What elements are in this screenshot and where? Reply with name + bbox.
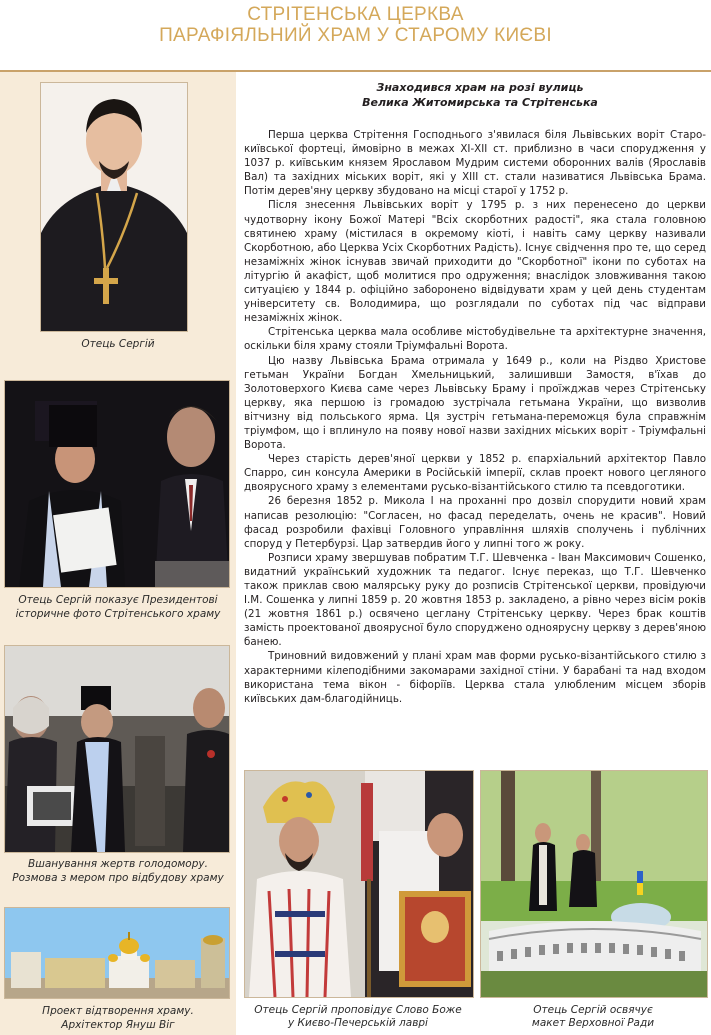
article-subtitle-line2: Велика Житомирська та Стрітенська bbox=[362, 96, 598, 109]
president-caption-line2: історичне фото Стрітенського храму bbox=[15, 608, 221, 620]
article-paragraph: Розписи храму звершував побратим Т.Г. Шевченка - Іван Максимович Сошенко, видатний український художник та педагог. Існує переказ, що Т.Г. Шевченко також приклав свою малярську руку до розписів Стрітенської церкви, провідуючи І.М. Сошенка у липні 1859 р. 20 жовтня 1853 р. закладено, а рівно через вісім років (21 жовтня 1861 р.) освячено цеглану Стрітенську церкву. Через брак коштів замість проектованої двоярусної було споруджено одноярусну церкву з дерев'яною банею. bbox=[244, 551, 706, 649]
article-paragraph: Триновний видовжений у плані храм мав форми русько-візантійського стилю з характерними кілеподібними закомарами західної стіни. У барабані та над входом використана тема вікон - біфоріїв. Церква стала улюбленим місцем зборів київських дам-благодійниць. bbox=[244, 650, 706, 705]
article-paragraph: Через старість дерев'яної церкви у 1852 р. єпархіальний архітектор Павло Спарро, син консула Америки в Російській імперії, склав проект нового цегляного двоярусного храму з елементами русько-візантійського стилю та псевдоготики. bbox=[244, 453, 706, 494]
parliament-caption bbox=[480, 1004, 706, 1030]
portrait-caption: Отець Сергій bbox=[81, 338, 155, 350]
holodomor-caption-line1: Вшанування жертв голодомору. bbox=[28, 858, 208, 870]
lavra-caption-line1: Отець Сергій проповідує Слово Боже bbox=[254, 1004, 462, 1016]
page-title-line2: ПАРАФІЯЛЬНИЙ ХРАМ У СТАРОМУ КИЄВІ bbox=[159, 25, 552, 46]
article-paragraph: 26 березня 1852 р. Микола І на проханні про дозвіл спорудити новий храм написав резолюцію: "Согласен, но фасад переделать, очень не красив". Новий фасад розробили фахівці Головного управління шляхів сполучень і публічних споруд у Петербурзі. Цар затвердив його у липні того ж року. bbox=[244, 495, 706, 550]
article-paragraph: Перша церква Стрітення Господнього з'явилася біля Львівських воріт Старо-київської фортеці, ймовірно в межах ХІ-ХІІ ст. приблизно в часи спорудження у 1037 р. київським князем Ярославом Мудрим системи оборонних валів (Ярославів Вал) та західних міських воріт, які у ХІІІ ст. стали називатися Львівська Брама. Потім дерев'яну церкву збудовано на місці старої у 1752 р. bbox=[244, 129, 706, 198]
lavra-caption-line2: у Києво-Печерській лаврі bbox=[288, 1017, 428, 1029]
parliament-caption-line1: Отець Сергій освячує bbox=[533, 1004, 653, 1016]
holodomor-caption bbox=[0, 857, 236, 885]
article-paragraph: Стрітенська церква мала особливе містобудівельне та архітектурне значення, оскільки біля храму стояли Тріумфальні Ворота. bbox=[244, 326, 706, 353]
president-photo bbox=[4, 380, 230, 588]
article-subtitle-line1: Знаходився храм на розі вулиць bbox=[376, 81, 584, 94]
project-caption bbox=[0, 1004, 236, 1032]
parliament-model-photo bbox=[480, 770, 708, 998]
article-body bbox=[244, 128, 706, 706]
lavra-caption bbox=[236, 1004, 480, 1030]
president-caption-line1: Отець Сергій показує Президентові bbox=[18, 594, 218, 606]
project-caption-line2: Архітектор Януш Віг bbox=[61, 1019, 175, 1031]
article-subtitle bbox=[340, 80, 620, 110]
page-title-line1: СТРІТЕНСЬКА ЦЕРКВА bbox=[247, 4, 464, 25]
page-header bbox=[0, 0, 711, 72]
project-caption-line1: Проект відтворення храму. bbox=[42, 1005, 194, 1017]
article-paragraph: Цю назву Львівська Брама отримала у 1649 р., коли на Різдво Христове гетьман України Богдан Хмельницький, залишивши Замостя, в'їхав до Золотоверхого Києва саме через Львівську Браму і проїжджав через Стрітенську церкву, яка першою із громадою зустрічала гетьмана України, що визволив вітчизну від польського ярма. Ця зустріч гетьмана-переможця була справжнім тріумфом, що і вплинуло на появу нової назви західних міських воріт - Тріумфальні Ворота. bbox=[244, 354, 706, 452]
lavra-sermon-photo bbox=[244, 770, 474, 998]
portrait-photo bbox=[40, 82, 188, 332]
holodomor-photo bbox=[4, 645, 230, 853]
parliament-caption-line2: макет Верховної Ради bbox=[531, 1017, 655, 1029]
president-caption bbox=[0, 593, 236, 621]
holodomor-caption-line2: Розмова з мером про відбудову храму bbox=[12, 872, 224, 884]
article-paragraph: Після знесення Львівських воріт у 1795 р. з них перенесено до церкви чудотворну ікону Божої Матері "Всіх скорботних радості", яка стала головною святинею храму (містилася в окремому кіоті, і навіть саму церкву називали Скорботною, або Церква Усіх Скорботних Радість). Існує свідчення про те, що серед незаміжніх жінок існував звичай приходити до "Скорботної" ікони по суботах на літургію й акафіст, щоб молитися про одруження; внаслідок зловживання такою ситуацією у 1844 р. офіційно заборонено відвідувати храм у цей день студентам університету св. Володимира, що розглядали по суботах під час відправи незаміжніх жінок. bbox=[244, 199, 706, 325]
church-project-image bbox=[4, 907, 230, 999]
